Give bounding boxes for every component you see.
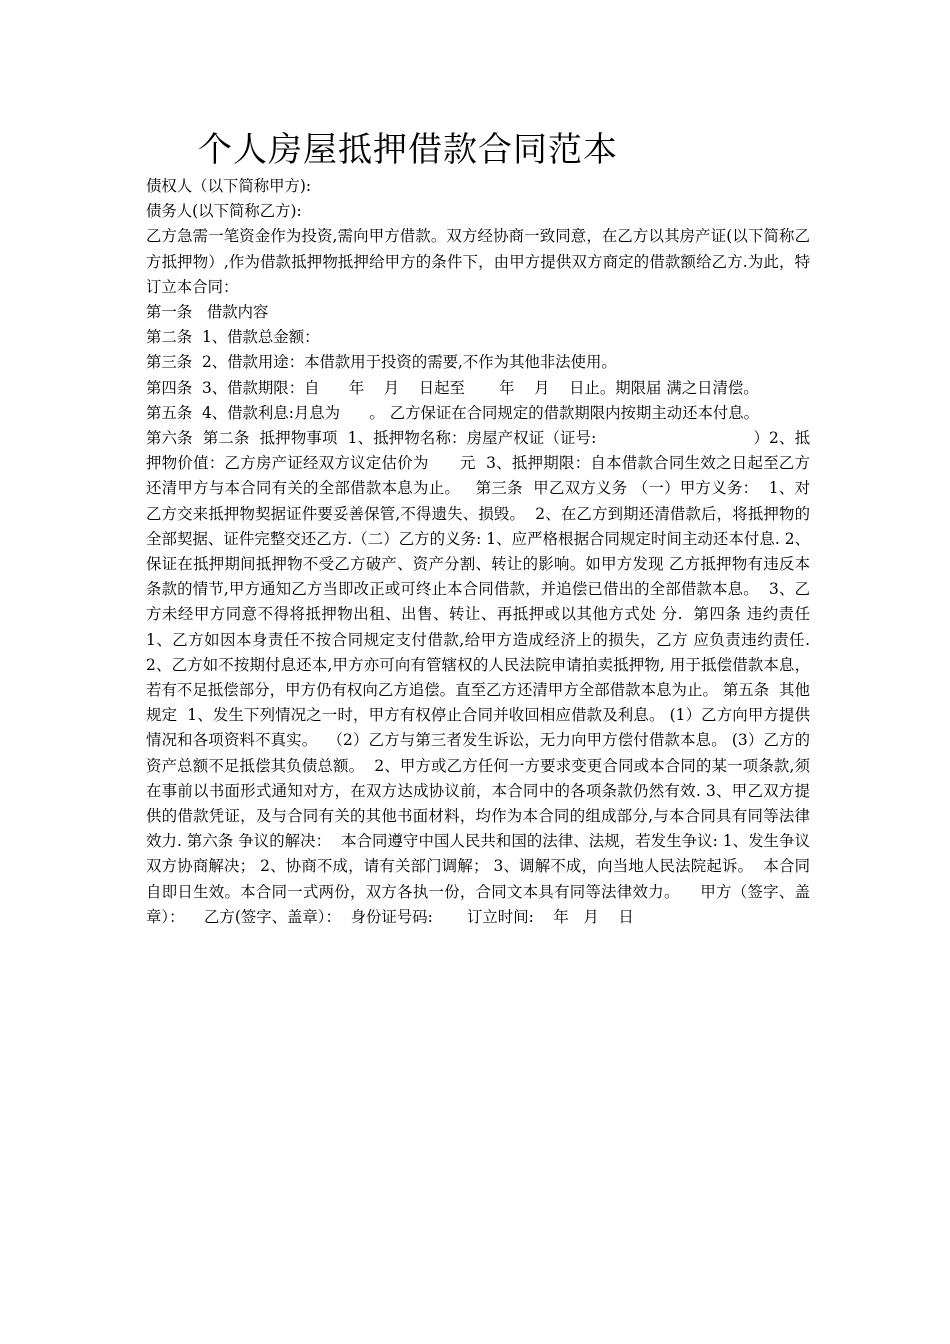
debtor-line: 债务人(以下简称乙方): [146, 202, 302, 221]
article-5-line: 第五条 4、借款利息:月息为 。 乙方保证在合同规定的借款期限内按期主动还本付息。 [146, 403, 760, 422]
document-title: 个人房屋抵押借款合同范本 [198, 130, 618, 170]
main-terms-paragraph: 第六条 第二条 抵押物事项 1、抵押物名称：房屋产权证（证号: ）2、抵押物价值：乙方房产证经双方议定估价为 元 3、抵押期限：自本借款合同生效之日起至乙方还清甲方与本合同有关的全部借款本息为止。 第三条 甲乙双方义务 （一）甲方义务： 1、对乙方交来抵押物契据证件要妥善保管,不得遗失、损毁。 2、在乙方到期还清借款后，将抵押物的全部契据、证件完整交还乙方.（二）乙方的义务: 1、应严格根据合同规定时间主动还本付息. 2、保证在抵押期间抵押物不受乙方破产、资产分割、转让的影响。如甲方发现 乙方抵押物有违反本条款的情节,甲方通知乙方当即改正或可终止本合同借款，并追偿已借出的全部借款本息。 3、乙方未经甲方同意不得将抵押物出租、出售、转让、再抵押或以其他方式处 分. 第四条 违约责任 1、乙方如因本身责任不按合同规定支付借款,给甲方造成经济上的损失，乙方 应负责违约责任. 2、乙方如不按期付息还本,甲方亦可向有管辖权的人民法院申请拍卖抵押物, 用于抵偿借款本息，若有不足抵偿部分，甲方仍有权向乙方追偿。直至乙方还清甲方全部借款本息为止。 第五条 其他规定 1、发生下列情况之一时，甲方有权停止合同并收回相应借款及利息。 (1）乙方向甲方提供情况和各项资料不真实。 （2）乙方与第三者发生诉讼，无力向甲方偿付借款本息。 (3）乙方的资产总额不足抵偿其负债总额。 2、甲方或乙方任何一方要求变更合同或本合同的某一项条款,须在事前以书面形式通知对方，在双方达成协议前，本合同中的各项条款仍然有效. 3、甲乙双方提供的借款凭证，及与合同有关的其他书面材料，均作为本合同的组成部分,与本合同具有同等法律效力. 第六条 争议的解决： 本合同遵守中国人民共和国的法律、法规，若发生争议: 1、发生争议双方协商解决； 2、协商不成，请有关部门调解； 3、调解不成，向当地人民法院起诉。 本合同自即日生效。本合同一式两份，双方各执一份，合同文本具有同等法律效力。 甲方（签字、盖章）： 乙方(签字、盖章）： 身份证号码: 订立时间: 年 月 日 [146, 429, 820, 926]
article-4-line: 第四条 3、借款期限：自 年 月 日起至 年 月 日止。期限届 满之日清偿。 [146, 378, 759, 397]
article-2-line: 第二条 1、借款总金额： [146, 328, 320, 347]
creditor-line: 债权人（以下简称甲方): [146, 177, 312, 195]
preamble-paragraph: 乙方急需一笔资金作为投资,需向甲方借款。双方经协商一致同意，在乙方以其房产证(以下简称乙方抵押物）,作为借款抵押物抵押给甲方的条件下，由甲方提供双方商定的借款额给乙方.为此，特订立本合同： [146, 227, 810, 296]
article-1-line: 第一条 借款内容 [146, 303, 269, 322]
document-body [146, 174, 820, 930]
article-3-line: 第三条 2、借款用途：本借款用于投资的需要,不作为其他非法使用。 [146, 353, 617, 372]
